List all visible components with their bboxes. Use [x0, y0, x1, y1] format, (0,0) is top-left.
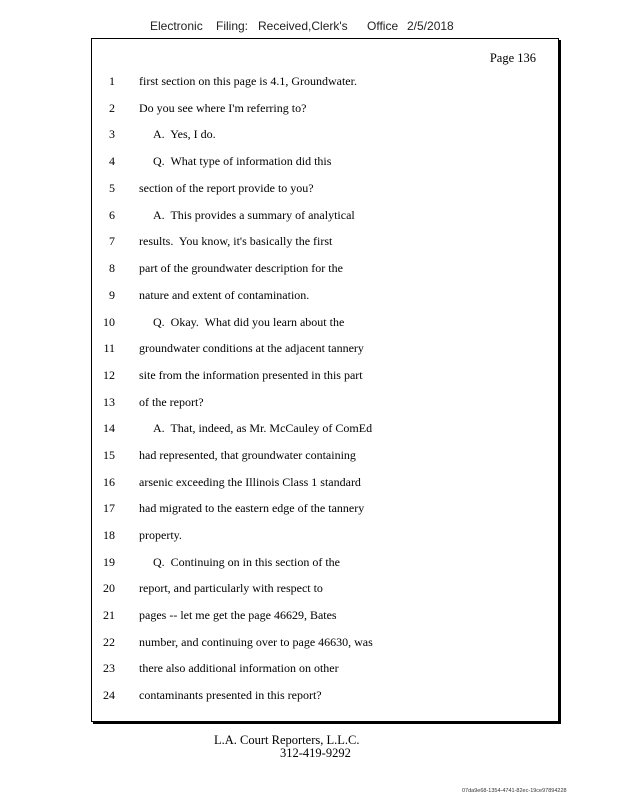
transcript-line: groundwater conditions at the adjacent tannery: [139, 341, 364, 355]
transcript-line: report, and particularly with respect to: [139, 581, 323, 595]
transcript-line: section of the report provide to you?: [139, 181, 314, 195]
transcript-line: pages -- let me get the page 46629, Bates: [139, 608, 337, 622]
transcript-line: contaminants presented in this report?: [139, 688, 322, 702]
transcript-line: property.: [139, 528, 182, 542]
line-number: 11: [103, 341, 115, 355]
document-hash: 07da9e68-1354-4741-82ec-19ce97894228: [462, 788, 567, 794]
transcript-line: Q. What type of information did this: [153, 154, 332, 168]
line-number: 1: [109, 74, 115, 88]
transcript-line: nature and extent of contamination.: [139, 288, 310, 302]
filing-header-received: Received,Clerk's: [258, 19, 348, 33]
transcript-line: arsenic exceeding the Illinois Class 1 standard: [139, 475, 361, 489]
line-number: 3: [109, 127, 115, 141]
line-number: 4: [109, 154, 115, 168]
line-number: 14: [103, 421, 115, 435]
line-number: 5: [109, 181, 115, 195]
filing-header-filing: Filing:: [216, 19, 249, 33]
transcript-line: Do you see where I'm referring to?: [139, 101, 307, 115]
filing-header: [0, 19, 618, 37]
line-number: 19: [103, 555, 115, 569]
line-number: 21: [103, 608, 115, 622]
transcript-line: Q. Okay. What did you learn about the: [153, 315, 345, 329]
transcript-line: had migrated to the eastern edge of the tannery: [139, 501, 365, 515]
transcript-line: Q. Continuing on in this section of the: [153, 555, 340, 569]
filing-header-office: Office: [367, 19, 399, 33]
line-number: 24: [103, 688, 115, 702]
line-number: 12: [103, 368, 115, 382]
line-number: 20: [103, 581, 115, 595]
transcript-line: A. Yes, I do.: [153, 127, 216, 141]
line-number: 22: [103, 635, 115, 649]
transcript-line: results. You know, it's basically the first: [139, 234, 333, 248]
line-number: 6: [109, 208, 115, 222]
page-number-label: Page 136: [489, 51, 536, 65]
line-number: 15: [103, 448, 115, 462]
transcript-line: site from the information presented in this part: [139, 368, 363, 382]
line-number: 10: [103, 315, 115, 329]
line-number: 18: [103, 528, 115, 542]
transcript-line: first section on this page is 4.1, Groundwater.: [139, 74, 357, 88]
line-number: 13: [103, 395, 115, 409]
footer-phone-number: 312-419-9292: [280, 746, 351, 760]
transcript-line: A. That, indeed, as Mr. McCauley of ComEd: [153, 421, 373, 435]
transcript-line: A. This provides a summary of analytical: [153, 208, 355, 222]
transcript-line: part of the groundwater description for the: [139, 261, 343, 275]
line-number: 17: [103, 501, 115, 515]
line-number: 7: [109, 234, 115, 248]
line-number: 8: [109, 261, 115, 275]
transcript-line: there also additional information on other: [139, 661, 339, 675]
transcript-line: of the report?: [139, 395, 204, 409]
transcript-line: had represented, that groundwater containing: [139, 448, 356, 462]
line-number: 23: [103, 661, 115, 675]
transcript-line: number, and continuing over to page 46630, was: [139, 635, 373, 649]
footer-company-name: L.A. Court Reporters, L.L.C.: [214, 733, 360, 747]
line-number: 16: [103, 475, 115, 489]
filing-header-electronic: Electronic: [150, 19, 203, 33]
line-number: 2: [109, 101, 115, 115]
filing-header-date: 2/5/2018: [407, 19, 454, 33]
line-number: 9: [109, 288, 115, 302]
